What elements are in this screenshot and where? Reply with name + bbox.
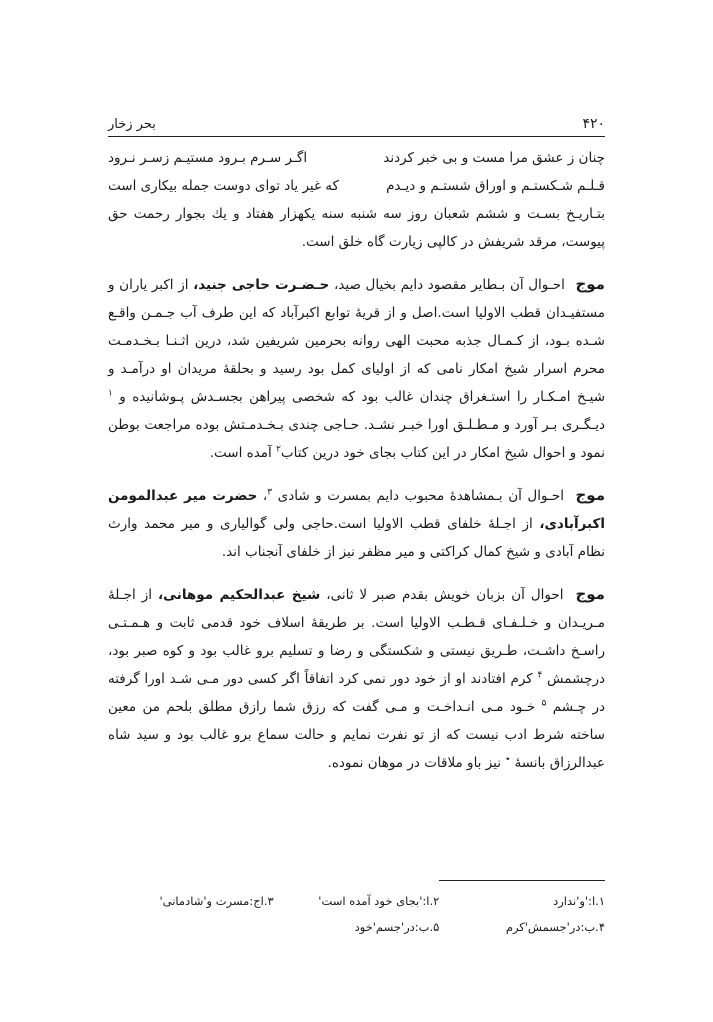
footnote: ۴.ب:در'جسمش'کرم <box>505 920 605 934</box>
footnote-ref: ٭ <box>505 754 511 765</box>
text-run: از اجـلهٔ خلفای قطب الاولیا است.حاجی ولی گوالیاری و میر محمد وارث نظام آبادی و شیخ کمال کراکتی و میر مظفر نیز از خلفای آنجناب اند. <box>108 516 605 560</box>
running-header <box>108 112 605 136</box>
section-lead: موج <box>575 486 606 504</box>
verse-hemistich: که غیر یاد توای دوست جمله بیکاری است <box>108 178 339 194</box>
footnote: ۱.ا:'و'ندارد <box>553 894 605 908</box>
section-lead: موج <box>575 585 605 603</box>
footnote-rule <box>439 880 605 881</box>
text-run: از اکبر یاران و مستفیـدان قطب الاولیا است.اصل و از قریهٔ توابع اکبرآباد که این طرف آب جـمـن واقـع شـده بـود، از کـمـال جذبه محبت الهی روانه بحرمین شریفین شد، درین اثـنـا بـخـدمـت محرم اسرار شیخ امکار نامی که از اولیای کمل بود رسید و بحلقهٔ مریدان او درآمـد و شیـخ امـکـار را استـغراق چندان غالب بود که شخصی پیراهن بجسـدش پـوشانیده و <box>108 277 606 405</box>
paragraph-gap <box>108 467 605 481</box>
text-run: احـوال آن بـمشاهدهٔ محبوب دایم بمسرت و شادی <box>277 488 564 504</box>
header-rule <box>108 136 605 137</box>
paragraph-1: بتـاریـخ بسـت و ششم شعبان روز سه شنبه سنه یکهزار هفتاد و یك بجوار رحمت حق پیوست، مرقد شریفش در کالپی زیارت گاه خلق است. <box>108 206 605 250</box>
footnote-ref: ۲ <box>276 444 281 455</box>
verse-hemistich: قـلـم شـکستـم و اوراق شستـم و دیـدم <box>386 178 605 194</box>
body-text <box>108 144 605 777</box>
footnote: ۳.اج:مسرت و'شادمانی' <box>159 894 274 908</box>
text-run: احوال آن بزبان خویش بقدم صبر لا ثانی، <box>326 587 564 603</box>
footnote-ref: ۴ <box>537 670 543 681</box>
paragraph-4 <box>108 580 605 777</box>
verse-line-2 <box>108 172 605 200</box>
paragraph-gap <box>108 566 605 580</box>
book-title: بحر زخار <box>108 116 156 132</box>
footnote: ۲.ا:'بجای خود آمده است' <box>318 894 440 908</box>
footnote-row <box>108 914 605 940</box>
verse-line-1 <box>108 144 605 172</box>
person-name: حـضـرت حاجی جنید، <box>193 277 330 293</box>
footnotes <box>108 888 605 940</box>
text-run: کرم افتادند او از خود دور نمی کرد اتفاقاً اگر کسی دور مـی شـد اورا گرفته در چـشم <box>108 671 605 715</box>
paragraph-2 <box>108 270 605 467</box>
footnote: ۵.ب:در'جسم'خود <box>354 920 440 934</box>
text-run: احـوال آن بـطایر مقصود دایم بخیال صید، <box>333 277 565 293</box>
paragraph-gap <box>108 256 605 270</box>
footnote-ref: ۵ <box>541 698 547 709</box>
text-run: از اجـلهٔ مـریـدان و خـلـفـای قـطـب الاولیا است. بر طریقهٔ اسلاف خود قدمی ثابت و هـمـتـی راسـخ داشـت، طـریق نیستی و شکستگی و رضا و تسلیم برو غالب بود و کوه صبر بود، درچشمش <box>108 587 605 687</box>
text-run: ، <box>262 488 268 504</box>
text-run: آمده است. <box>209 445 272 461</box>
text-run: خـود مـی انـداخـت و مـی گفت که رزق شما رازق مطلق بلحم من معین ساخته شرط ادب نیست که از تو نفرت نمایم و حالت سماع برو غالب بود و سید شاه عبدالرزاق بانسهٔ <box>108 699 605 771</box>
footnote-ref: ۳ <box>267 487 273 498</box>
section-lead: موج <box>575 275 605 293</box>
verse-hemistich: چنان ز عشق مرا مست و بی خبر کردند <box>383 150 605 166</box>
text-run: نیز باو ملاقات در موهان نموده. <box>327 755 502 771</box>
person-name: حضرت میر عبدالمومن اکبرآبادی، <box>108 488 605 532</box>
footnote-ref: ۱ <box>108 388 113 399</box>
paragraph-3 <box>108 481 605 566</box>
footnote-row <box>108 888 605 914</box>
person-name: شیخ عبدالحکیم موهانی، <box>157 587 321 603</box>
text-run: دیـگـری بـر آورد و مـطـلـق اورا خبـر نشـد. حـاجی چندی بـخـدمـتش بوده مراجعت بوطن نمود و احوال شیخ امکار در این کتاب بجای خود درین کتاب <box>108 417 605 461</box>
verse-hemistich: اگـر سـرم بـرود مستیـم زسـر نـرود <box>108 150 308 166</box>
page-number: ۴۲۰ <box>582 116 605 132</box>
